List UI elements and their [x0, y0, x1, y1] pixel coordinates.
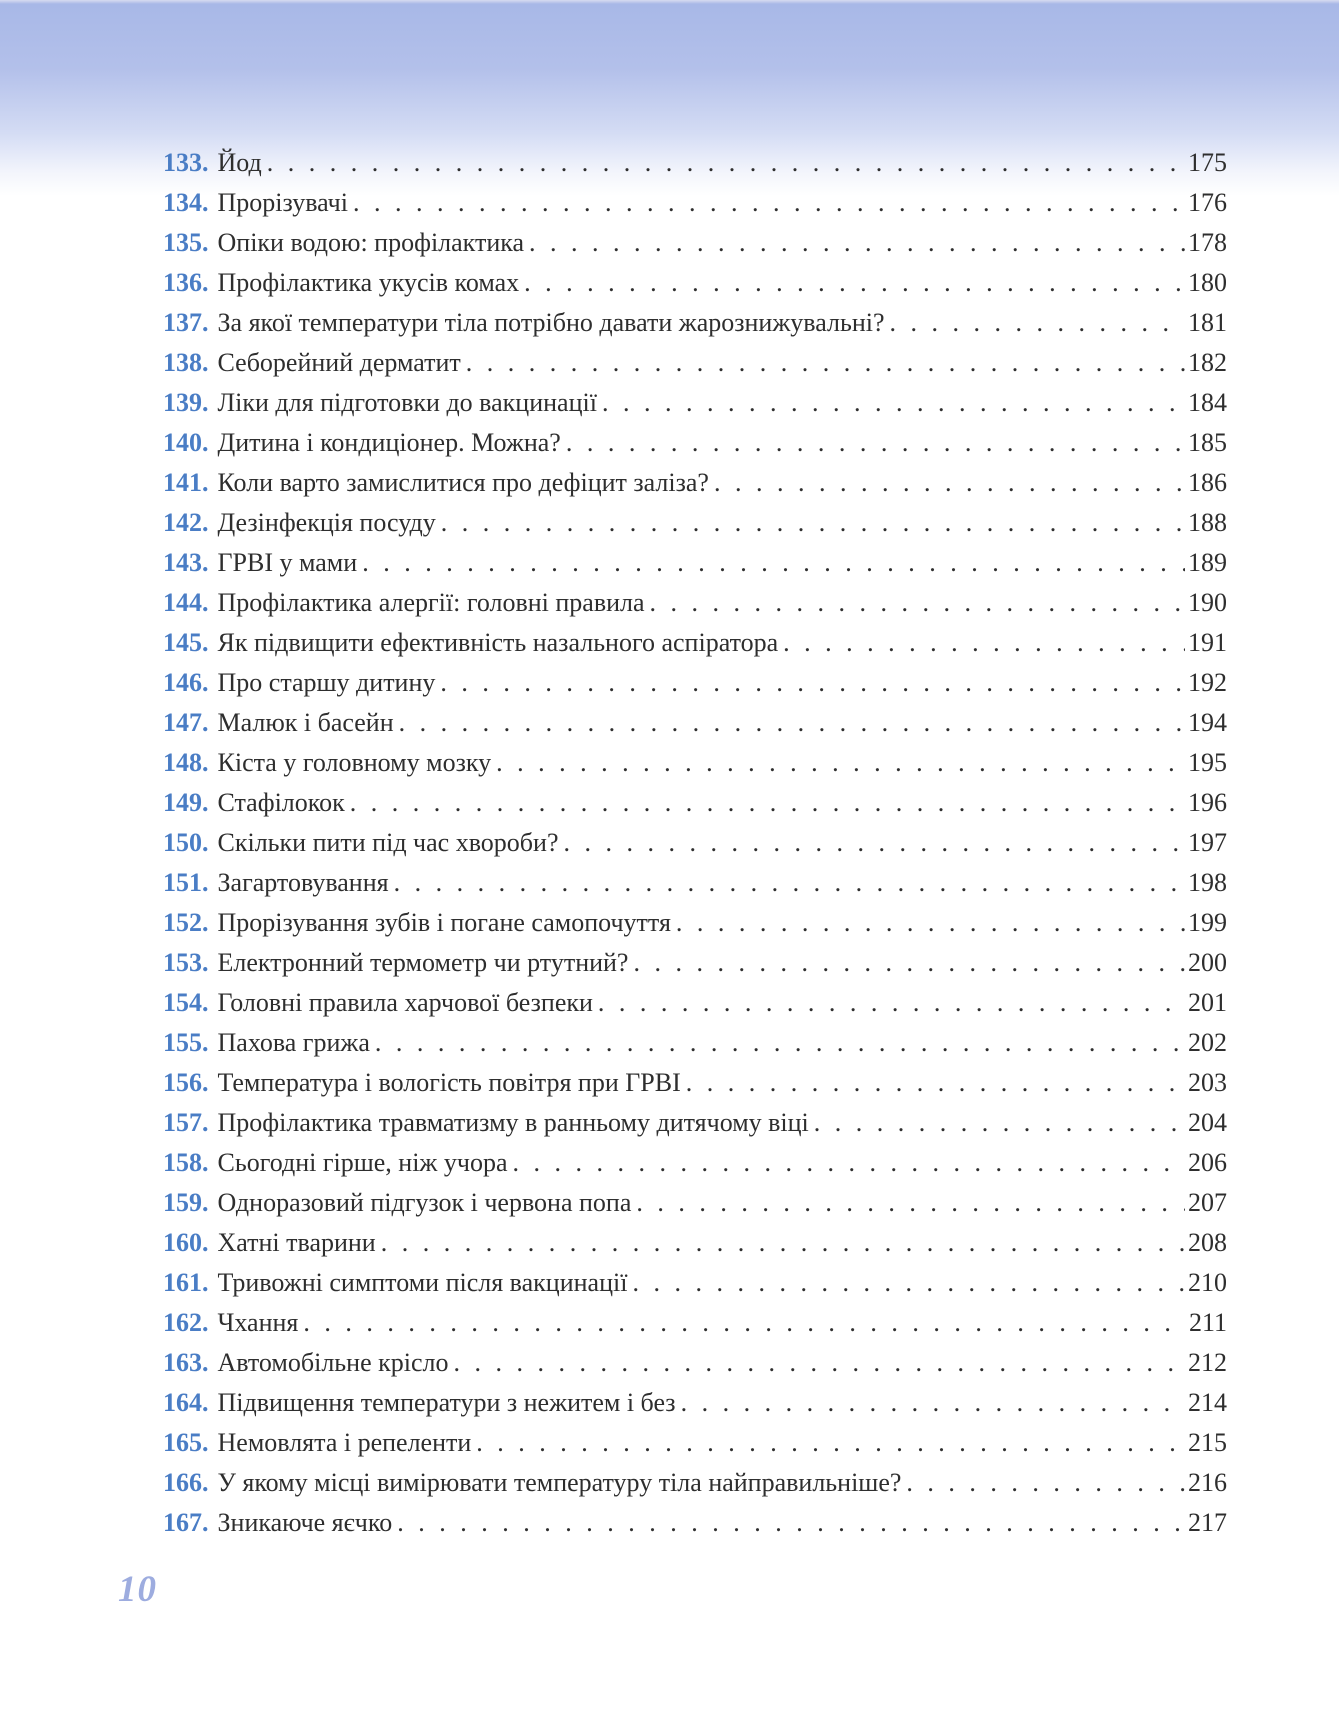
toc-entry: [163, 983, 1227, 1023]
toc-entry-title: Підвищення температури з нежитем і без: [217, 1388, 676, 1417]
toc-entry-page: 175: [1188, 148, 1227, 177]
toc-entry: [163, 303, 1227, 343]
toc-entry-title: Прорізувачі: [217, 188, 348, 217]
toc-entry-number: 157.: [163, 1108, 209, 1137]
toc-entry-title: За якої температури тіла потрібно давати жарознижувальні?: [217, 308, 885, 337]
toc-entry: [163, 1183, 1227, 1223]
toc-entry-page: 181: [1188, 308, 1227, 337]
toc-entry-title: Як підвищити ефективність назального аспіратора: [217, 628, 779, 657]
toc-entry-page: 196: [1188, 788, 1227, 817]
toc-entry-number: 154.: [163, 988, 209, 1017]
toc-entry-title: Сьогодні гірше, ніж учора: [217, 1148, 508, 1177]
toc-entry-title: Малюк і басейн: [217, 708, 394, 737]
toc-entry-page: 216: [1188, 1468, 1227, 1497]
toc-entry-title: Дезінфекція посуду: [217, 508, 436, 537]
toc-entry: [163, 543, 1227, 583]
toc-entry-title: Ліки для підготовки до вакцинації: [217, 388, 597, 417]
toc-entry: [163, 583, 1227, 623]
toc-entry-title: Коли варто замислитися про дефіцит заліза?: [217, 468, 709, 497]
toc-entry-number: 167.: [163, 1508, 209, 1537]
toc-entry: [163, 623, 1227, 663]
dot-leader: [645, 583, 1185, 623]
toc-entry: [163, 1223, 1227, 1263]
toc-entry: [163, 863, 1227, 903]
toc-entry-title: Електронний термометр чи ртутний?: [217, 948, 629, 977]
toc-entry-title: Про старшу дитину: [217, 668, 436, 697]
toc-entry: [163, 1103, 1227, 1143]
dot-leader: [901, 1463, 1185, 1503]
toc-entry-page: 215: [1188, 1428, 1227, 1457]
dot-leader: [370, 1023, 1185, 1063]
toc-entry-number: 149.: [163, 788, 209, 817]
dot-leader: [435, 663, 1185, 703]
toc-entry-page: 204: [1188, 1108, 1227, 1137]
toc-entry-page: 217: [1188, 1508, 1227, 1537]
toc-entry-number: 137.: [163, 308, 209, 337]
toc-entry: [163, 1463, 1227, 1503]
toc-entry-page: 195: [1188, 748, 1227, 777]
toc-entry-number: 134.: [163, 188, 209, 217]
toc-entry-title: Немовлята і репеленти: [217, 1428, 472, 1457]
toc-entry-title: Тривожні симптоми після вакцинації: [217, 1268, 628, 1297]
toc-entry-number: 160.: [163, 1228, 209, 1257]
dot-leader: [389, 863, 1185, 903]
toc-entry-title: Профілактика травматизму в ранньому дитячому віці: [217, 1108, 809, 1137]
toc-entry-page: 208: [1188, 1228, 1227, 1257]
dot-leader: [508, 1143, 1186, 1183]
toc-entry-page: 207: [1188, 1188, 1227, 1217]
dot-leader: [376, 1223, 1185, 1263]
toc-entry: [163, 1383, 1227, 1423]
toc-entry-number: 148.: [163, 748, 209, 777]
toc-entry-title: ГРВІ у мами: [217, 548, 358, 577]
toc-entry-number: 140.: [163, 428, 209, 457]
dot-leader: [298, 1303, 1186, 1343]
toc-entry-number: 146.: [163, 668, 209, 697]
toc-entry-number: 163.: [163, 1348, 209, 1377]
toc-entry-number: 158.: [163, 1148, 209, 1177]
dot-leader: [345, 783, 1185, 823]
toc-entry-title: Загартовування: [217, 868, 389, 897]
dot-leader: [436, 503, 1185, 543]
toc-entry-number: 156.: [163, 1068, 209, 1097]
dot-leader: [558, 823, 1185, 863]
dot-leader: [709, 463, 1185, 503]
toc-entry-page: 202: [1188, 1028, 1227, 1057]
toc-entry-page: 185: [1188, 428, 1227, 457]
dot-leader: [394, 703, 1185, 743]
dot-leader: [519, 263, 1185, 303]
toc-entry-number: 142.: [163, 508, 209, 537]
dot-leader: [628, 943, 1185, 983]
toc-entry-page: 200: [1188, 948, 1227, 977]
toc-entry: [163, 743, 1227, 783]
toc-entry-title: Прорізування зубів і погане самопочуття: [217, 908, 671, 937]
toc-entry-title: Себорейний дерматит: [217, 348, 461, 377]
toc-entry-page: 197: [1188, 828, 1227, 857]
toc-entry: [163, 1023, 1227, 1063]
toc-entry-title: Опіки водою: профілактика: [217, 228, 525, 257]
page-number-folio: 10: [118, 1569, 157, 1610]
toc-entry-number: 136.: [163, 268, 209, 297]
toc-entry-title: Чхання: [217, 1308, 299, 1337]
toc-entry-page: 194: [1188, 708, 1227, 737]
toc-entry-title: Стафілокок: [217, 788, 345, 817]
dot-leader: [627, 1263, 1185, 1303]
toc-entry-title: Профілактика укусів комах: [217, 268, 520, 297]
toc-entry-number: 153.: [163, 948, 209, 977]
toc-entry-number: 166.: [163, 1468, 209, 1497]
toc-entry-page: 180: [1188, 268, 1227, 297]
toc-entry-number: 135.: [163, 228, 209, 257]
toc-entry: [163, 783, 1227, 823]
toc-entry-title: Дитина і кондиціонер. Можна?: [217, 428, 561, 457]
toc-entry-title: Температура і вологість повітря при ГРВІ: [217, 1068, 681, 1097]
dot-leader: [885, 303, 1185, 343]
toc-entry: [163, 143, 1227, 183]
toc-entry-page: 214: [1188, 1388, 1227, 1417]
toc-entry: [163, 1143, 1227, 1183]
toc-entry-title: Зникаюче яєчко: [217, 1508, 393, 1537]
toc-entry-page: 203: [1188, 1068, 1227, 1097]
dot-leader: [597, 383, 1185, 423]
dot-leader: [561, 423, 1185, 463]
toc-entry-page: 182: [1188, 348, 1227, 377]
toc-entry-page: 212: [1188, 1348, 1227, 1377]
dot-leader: [461, 343, 1185, 383]
dot-leader: [471, 1423, 1185, 1463]
toc-entry-page: 190: [1188, 588, 1227, 617]
toc-entry: [163, 423, 1227, 463]
dot-leader: [392, 1503, 1185, 1543]
toc-entry-title: Кіста у головному мозку: [217, 748, 492, 777]
toc-entry-number: 164.: [163, 1388, 209, 1417]
dot-leader: [778, 623, 1185, 663]
toc-entry: [163, 903, 1227, 943]
toc-entry: [163, 663, 1227, 703]
toc-entry-title: Скільки пити під час хвороби?: [217, 828, 559, 857]
toc-entry: [163, 383, 1227, 423]
toc-entry: [163, 1343, 1227, 1383]
toc-entry-number: 145.: [163, 628, 209, 657]
toc-entry-page: 201: [1188, 988, 1227, 1017]
dot-leader: [809, 1103, 1185, 1143]
toc-entry-page: 192: [1188, 668, 1227, 697]
toc-entry-page: 178: [1188, 228, 1227, 257]
toc-entry-number: 159.: [163, 1188, 209, 1217]
toc-entry-title: Йод: [217, 148, 262, 177]
toc-entry: [163, 503, 1227, 543]
toc-entry-number: 162.: [163, 1308, 209, 1337]
toc-entry-number: 143.: [163, 548, 209, 577]
dot-leader: [348, 183, 1185, 223]
toc-entry-page: 188: [1188, 508, 1227, 537]
toc-entry-number: 138.: [163, 348, 209, 377]
toc-entry: [163, 943, 1227, 983]
toc-entry-number: 152.: [163, 908, 209, 937]
toc-entry: [163, 343, 1227, 383]
dot-leader: [593, 983, 1185, 1023]
toc-entry-number: 165.: [163, 1428, 209, 1457]
toc-entry: [163, 1303, 1227, 1343]
dot-leader: [676, 1383, 1185, 1423]
toc-entry: [163, 183, 1227, 223]
toc-entry-title: Одноразовий підгузок і червона попа: [217, 1188, 632, 1217]
toc-entry-number: 141.: [163, 468, 209, 497]
toc-entry-number: 151.: [163, 868, 209, 897]
dot-leader: [524, 223, 1185, 263]
toc-entry-title: У якому місці вимірювати температуру тіла найправильніше?: [217, 1468, 902, 1497]
toc-entry: [163, 463, 1227, 503]
toc-entry-number: 161.: [163, 1268, 209, 1297]
dot-leader: [671, 903, 1185, 943]
table-of-contents: [163, 143, 1227, 1543]
toc-entry: [163, 823, 1227, 863]
toc-entry: [163, 703, 1227, 743]
toc-entry-number: 150.: [163, 828, 209, 857]
toc-entry-page: 210: [1188, 1268, 1227, 1297]
toc-entry-title: Хатні тварини: [217, 1228, 376, 1257]
dot-leader: [491, 743, 1185, 783]
toc-entry-page: 184: [1188, 388, 1227, 417]
toc-entry-page: 206: [1188, 1148, 1227, 1177]
toc-entry-number: 147.: [163, 708, 209, 737]
toc-entry-title: Пахова грижа: [217, 1028, 370, 1057]
toc-entry-page: 191: [1188, 628, 1227, 657]
toc-entry-number: 144.: [163, 588, 209, 617]
toc-entry: [163, 263, 1227, 303]
toc-entry-page: 211: [1188, 1308, 1227, 1337]
toc-entry-number: 155.: [163, 1028, 209, 1057]
dot-leader: [449, 1343, 1186, 1383]
dot-leader: [262, 143, 1185, 183]
toc-entry: [163, 1503, 1227, 1543]
toc-entry-page: 189: [1188, 548, 1227, 577]
dot-leader: [681, 1063, 1185, 1103]
toc-entry-title: Профілактика алергії: головні правила: [217, 588, 645, 617]
toc-entry: [163, 1063, 1227, 1103]
toc-entry-page: 199: [1188, 908, 1227, 937]
toc-entry-page: 186: [1188, 468, 1227, 497]
toc-entry-page: 198: [1188, 868, 1227, 897]
toc-entry: [163, 1423, 1227, 1463]
toc-entry-number: 133.: [163, 148, 209, 177]
toc-entry: [163, 1263, 1227, 1303]
toc-entry-title: Автомобільне крісло: [217, 1348, 449, 1377]
toc-entry-title: Головні правила харчової безпеки: [217, 988, 593, 1017]
toc-entry-page: 176: [1188, 188, 1227, 217]
dot-leader: [357, 543, 1185, 583]
toc-entry-number: 139.: [163, 388, 209, 417]
toc-entry: [163, 223, 1227, 263]
dot-leader: [631, 1183, 1185, 1223]
